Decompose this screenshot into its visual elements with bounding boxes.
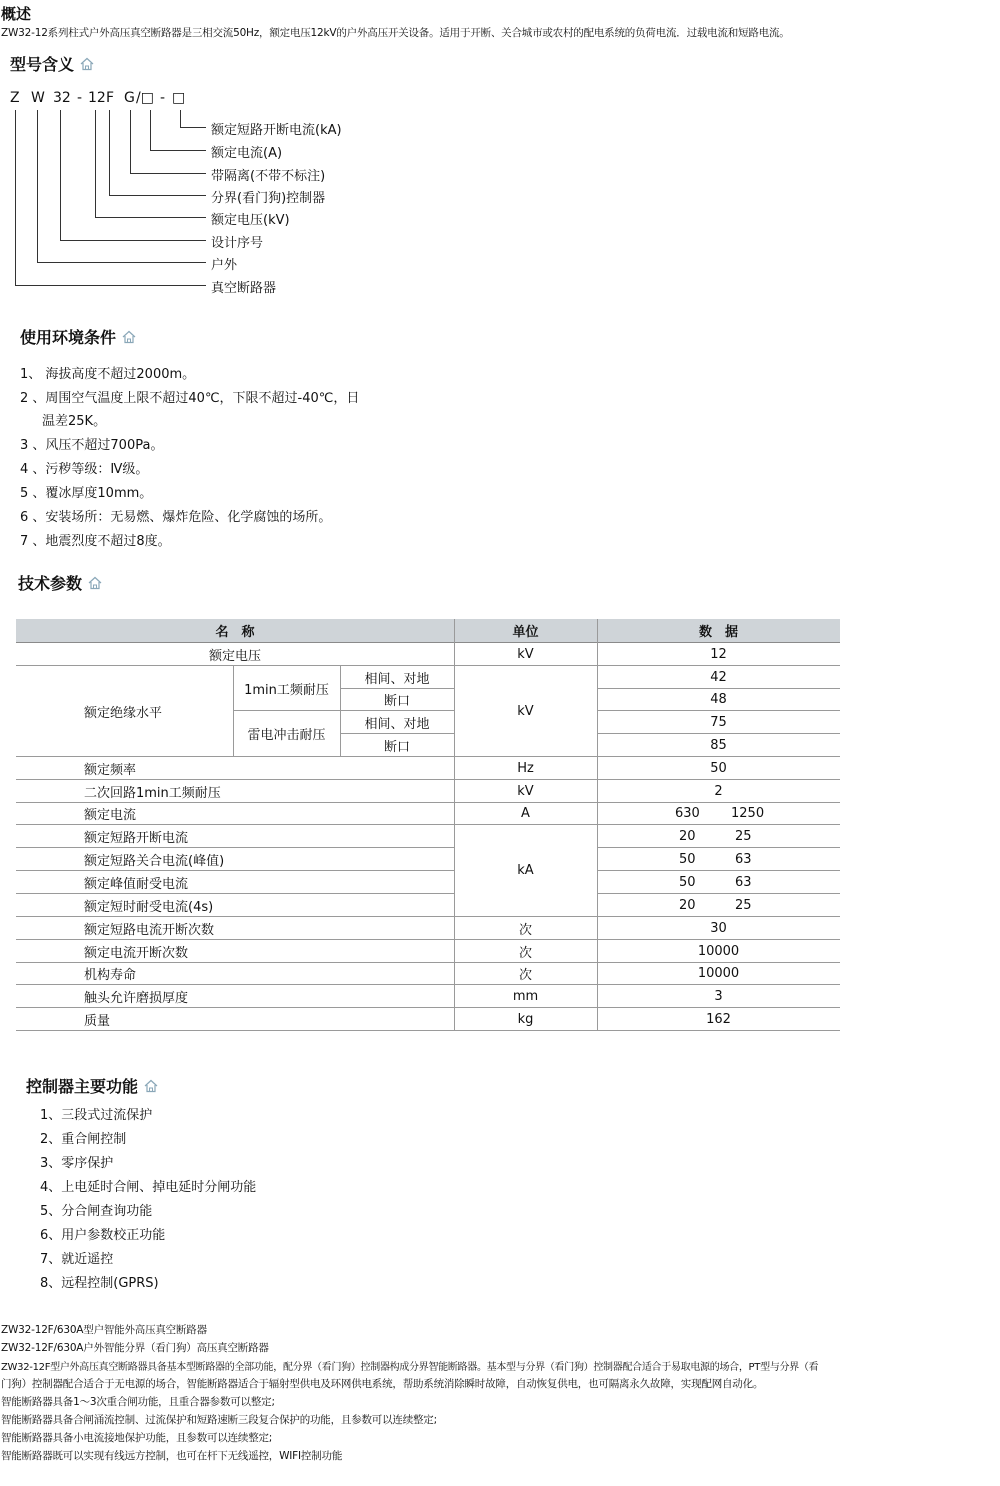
model-section-title xyxy=(10,52,94,75)
insulation-g2-vb: 85 xyxy=(597,734,840,757)
list-item: 5 、覆冰厚度10mm。 xyxy=(20,486,153,501)
tail-row-2-value: 10000 xyxy=(597,963,840,985)
code-g: G xyxy=(124,90,135,106)
ka-row-0-v2: 25 xyxy=(735,828,752,844)
controller-title-text: 控制器主要功能 xyxy=(26,1077,139,1096)
column-divider xyxy=(597,619,598,1031)
env-list xyxy=(20,363,420,553)
list-item: 5、分合闸查询功能 xyxy=(40,1204,153,1219)
tail-row-3-unit: mm xyxy=(454,985,597,1008)
freq-name: 额定频率 xyxy=(16,757,454,780)
ka-row-0-values xyxy=(597,825,840,848)
ka-row-1-values xyxy=(597,848,840,871)
code-ka-box: □ xyxy=(172,90,186,106)
ka-row-0-v1: 20 xyxy=(679,828,696,844)
tail-row-4-name: 质量 xyxy=(16,1008,454,1031)
rated-voltage-value: 12 xyxy=(597,643,840,666)
model-label-outdoor: 户外 xyxy=(211,258,238,273)
tail-row-4-value: 162 xyxy=(597,1008,840,1031)
insulation-unit: kV xyxy=(454,666,597,757)
tail-row-2-name: 机构寿命 xyxy=(16,963,454,985)
controller-list xyxy=(40,1104,340,1289)
insulation-name: 额定绝缘水平 xyxy=(16,666,233,757)
house-icon xyxy=(88,576,102,590)
list-item: 3、零序保护 xyxy=(40,1156,114,1171)
house-icon xyxy=(122,330,136,344)
list-item: 7、就近遥控 xyxy=(40,1252,114,1267)
house-icon xyxy=(144,1079,158,1093)
ka-row-3-name: 额定短时耐受电流(4s) xyxy=(16,894,454,917)
secondary-name: 二次回路1min工频耐压 xyxy=(16,780,454,803)
insulation-g2-name: 雷电冲击耐压 xyxy=(233,711,340,757)
overview-text: ZW32-12系列柱式户外高压真空断路器是三相交流50Hz，额定电压12kV的户外高压开关设备。适用于开断、关合城市或农村的配电系统的负荷电流．过载电流和短路电流。 xyxy=(1,27,790,39)
ka-row-3-v2: 25 xyxy=(735,897,752,913)
spec-table xyxy=(16,619,840,1031)
column-divider xyxy=(340,666,341,757)
controller-section-title xyxy=(26,1074,158,1097)
insulation-g1-b: 断口 xyxy=(340,689,454,711)
model-label-controller: 分界(看门狗)控制器 xyxy=(211,191,326,206)
column-divider xyxy=(454,619,455,1031)
bottom-line: 智能断路器具备合闸涌流控制、过流保护和短路速断三段复合保护的功能，且参数可以连续整定; xyxy=(1,1414,437,1426)
column-divider xyxy=(233,666,234,757)
model-label-isolation: 带隔离(不带不标注) xyxy=(211,169,326,184)
current-v2: 1250 xyxy=(731,806,765,821)
tail-row-1-unit: 次 xyxy=(454,940,597,963)
code-dash-1: - xyxy=(77,90,83,106)
overview-title: 概述 xyxy=(1,5,32,23)
code-32: 32 xyxy=(53,90,71,106)
insulation-g1-va: 42 xyxy=(597,666,840,689)
tail-row-1-value: 10000 xyxy=(597,940,840,963)
current-unit: A xyxy=(454,803,597,825)
insulation-g1-name: 1min工频耐压 xyxy=(233,666,340,711)
code-w: W xyxy=(31,90,45,106)
model-label-vacuum: 真空断路器 xyxy=(211,281,277,296)
current-v1: 630 xyxy=(675,806,700,821)
insulation-g2-va: 75 xyxy=(597,711,840,734)
code-dash-2: - xyxy=(160,90,166,106)
env-section-title xyxy=(20,325,136,348)
header-data: 数 据 xyxy=(597,619,840,643)
list-item: 6 、安装场所：无易燃、爆炸危险、化学腐蚀的场所。 xyxy=(20,510,332,525)
code-12: 12 xyxy=(88,90,106,106)
bottom-line: 门狗）控制器配合适合于无电源的场合，智能断路器适合于辐射型供电及环网供电系统，帮助系统消除瞬时故障，自动恢复供电，也可隔离永久故障，实现配网自动化。 xyxy=(1,1378,764,1390)
list-item: 8、远程控制(GPRS) xyxy=(40,1276,159,1291)
list-item: 4 、污秽等级：Ⅳ级。 xyxy=(20,462,149,477)
code-current-box: /□ xyxy=(136,90,154,106)
tail-row-0-name: 额定短路电流开断次数 xyxy=(16,917,454,940)
header-name: 名 称 xyxy=(16,619,454,643)
rated-voltage-name: 额定电压 xyxy=(16,643,454,666)
bottom-line: 智能断路器既可以实现有线远方控制，也可在杆下无线遥控，WIFI控制功能 xyxy=(1,1450,343,1462)
ka-unit: kA xyxy=(454,825,597,917)
ka-row-3-values xyxy=(597,894,840,917)
code-z: Z xyxy=(10,90,20,106)
list-item: 7 、地震烈度不超过8度。 xyxy=(20,534,171,549)
ka-row-0-name: 额定短路开断电流 xyxy=(16,825,454,848)
ka-row-2-values xyxy=(597,871,840,894)
tail-row-0-unit: 次 xyxy=(454,917,597,940)
ka-row-1-v1: 50 xyxy=(679,851,696,867)
ka-row-2-v2: 63 xyxy=(735,874,752,890)
freq-value: 50 xyxy=(597,757,840,780)
ka-row-2-v1: 50 xyxy=(679,874,696,890)
secondary-unit: kV xyxy=(454,780,597,803)
ka-row-1-v2: 63 xyxy=(735,851,752,867)
tail-row-4-unit: kg xyxy=(454,1008,597,1031)
list-item: 3 、风压不超过700Pa。 xyxy=(20,438,164,453)
ka-row-2-name: 额定峰值耐受电流 xyxy=(16,871,454,894)
tail-row-3-value: 3 xyxy=(597,985,840,1008)
insulation-g1-a: 相间、对地 xyxy=(340,666,454,689)
tech-section-title xyxy=(18,571,102,594)
bottom-line: ZW32-12F/630A户外智能分界（看门狗）高压真空断路器 xyxy=(1,1342,269,1354)
bottom-line: 智能断路器具备1～3次重合闸功能，且重合器参数可以整定; xyxy=(1,1396,275,1408)
bottom-line: ZW32-12F型户外高压真空断路器具备基本型断路器的全部功能，配分界（看门狗）控制器构成分界智能断路器。基本型与分界（看门狗）控制器配合适合于易取电源的场合，PT型与分界（看 xyxy=(1,1362,819,1373)
tech-title-text: 技术参数 xyxy=(18,574,83,593)
tail-row-1-name: 额定电流开断次数 xyxy=(16,940,454,963)
list-item: 温差25K。 xyxy=(42,414,107,429)
list-item: 1、三段式过流保护 xyxy=(40,1108,153,1123)
tail-row-3-name: 触头允许磨损厚度 xyxy=(16,985,454,1008)
model-title-text: 型号含义 xyxy=(10,55,75,74)
code-f: F xyxy=(106,90,115,106)
freq-unit: Hz xyxy=(454,757,597,780)
ka-row-3-v1: 20 xyxy=(679,897,696,913)
bottom-line: 智能断路器具备小电流接地保护功能，且参数可以连续整定; xyxy=(1,1432,273,1444)
house-icon xyxy=(80,57,94,71)
current-name: 额定电流 xyxy=(16,803,454,825)
insulation-g2-a: 相间、对地 xyxy=(340,711,454,734)
list-item: 4、上电延时合闸、掉电延时分闸功能 xyxy=(40,1180,257,1195)
header-unit: 单位 xyxy=(454,619,597,643)
tail-row-0-value: 30 xyxy=(597,917,840,940)
bottom-line: ZW32-12F/630A型户智能外高压真空断路器 xyxy=(1,1324,207,1336)
current-values xyxy=(597,803,840,825)
ka-row-1-name: 额定短路关合电流(峰值) xyxy=(16,848,454,871)
insulation-g1-vb: 48 xyxy=(597,689,840,711)
list-item: 6、用户参数校正功能 xyxy=(40,1228,166,1243)
list-item: 2 、周围空气温度上限不超过40℃，下限不超过-40℃，日 xyxy=(20,391,360,406)
rated-voltage-unit: kV xyxy=(454,643,597,666)
secondary-value: 2 xyxy=(597,780,840,803)
model-label-design: 设计序号 xyxy=(211,236,264,251)
insulation-g2-b: 断口 xyxy=(340,734,454,757)
model-label-voltage: 额定电压(kV) xyxy=(211,213,290,228)
model-label-ka: 额定短路开断电流(kA) xyxy=(211,123,342,138)
list-item: 2、重合闸控制 xyxy=(40,1132,127,1147)
list-item: 1、 海拔高度不超过2000m。 xyxy=(20,367,196,382)
env-title-text: 使用环境条件 xyxy=(20,328,117,347)
model-label-current: 额定电流(A) xyxy=(211,146,283,161)
tail-row-2-unit: 次 xyxy=(454,963,597,985)
